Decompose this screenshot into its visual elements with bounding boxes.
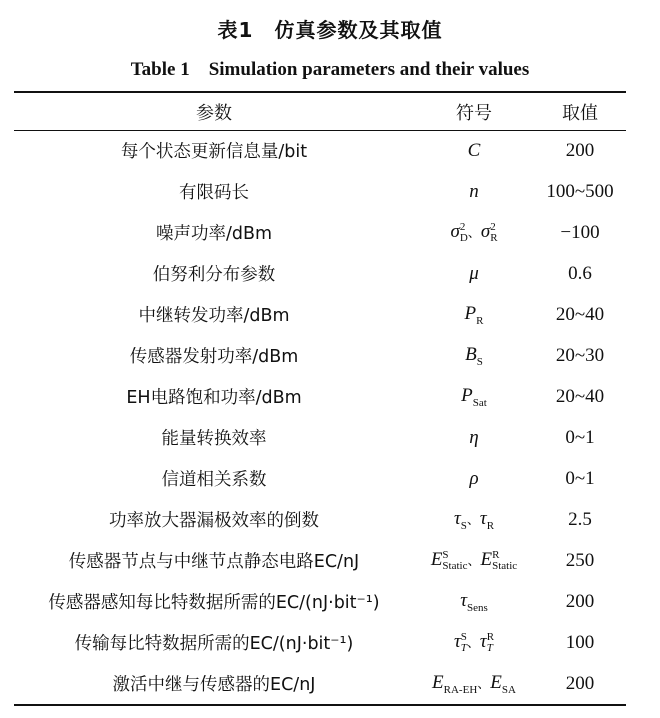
symbol-cell: σ 2 D 、σ 2 R [450, 221, 498, 244]
symbol-cell: E S Static 、E R Static [430, 549, 518, 572]
header-param: 参数 [196, 102, 232, 124]
param-cell: 伯努利分布参数 [152, 265, 276, 285]
table-row [14, 171, 626, 212]
symbol-cell: η [469, 426, 479, 448]
value-cell: 0.6 [568, 262, 592, 284]
symbol-cell: $\tau_S$、$\tau_R$ [453, 507, 495, 532]
caption-chinese: 表1 仿真参数及其取值 [217, 18, 443, 42]
value-cell: 100 [565, 631, 595, 653]
header-symbol: 符号 [456, 102, 492, 124]
param-cell: 传感器感知每比特数据所需的EC/(nJ·bit⁻¹) [48, 593, 380, 613]
table-row [14, 417, 626, 458]
value-cell: 100~500 [546, 180, 614, 202]
table-row [14, 622, 626, 663]
table-row [14, 663, 626, 704]
table-row [14, 540, 626, 581]
symbol-cell: $\tau_{Sens}$ [460, 589, 488, 614]
value-cell: 20~40 [555, 385, 605, 407]
header-value: 取值 [562, 102, 598, 124]
param-cell: 激活中继与传感器的EC/nJ [112, 675, 316, 695]
symbol-cell: $E_{RA-EH}$、$E_{SA}$ [432, 671, 516, 696]
symbol-cell: $P_{Sat}$ [461, 384, 487, 409]
value-cell: 20~40 [555, 303, 605, 325]
table-row [14, 130, 626, 171]
bottom-rule [14, 704, 626, 706]
value-cell: 200 [565, 672, 595, 694]
value-cell: −100 [560, 221, 600, 243]
table-row [14, 294, 626, 335]
param-cell: 传感器节点与中继节点静态电路EC/nJ [68, 552, 360, 572]
symbol-cell: n [469, 180, 479, 202]
symbol-cell: μ [469, 262, 479, 284]
symbol-cell: $B_S$ [465, 343, 483, 368]
value-cell: 20~30 [555, 344, 605, 366]
value-cell: 200 [565, 139, 595, 161]
param-cell: 中继转发功率/dBm [138, 306, 290, 326]
value-cell: 2.5 [568, 508, 592, 530]
param-cell: 传输每比特数据所需的EC/(nJ·bit⁻¹) [74, 634, 354, 654]
param-cell: 传感器发射功率/dBm [129, 347, 299, 367]
value-cell: 0~1 [565, 467, 595, 489]
value-cell: 250 [565, 549, 595, 571]
symbol-cell: $P_R$ [464, 302, 484, 327]
param-cell: 功率放大器漏极效率的倒数 [109, 511, 319, 531]
header-row [14, 93, 626, 130]
caption-english: Table 1 Simulation parameters and their values [130, 59, 530, 80]
value-cell: 0~1 [565, 426, 595, 448]
table-row [14, 458, 626, 499]
table-row [14, 335, 626, 376]
param-cell: 能量转换效率 [161, 429, 267, 449]
table-row [14, 253, 626, 294]
symbol-cell: C [467, 139, 481, 161]
symbol-cell: τ S T 、τ R T [453, 631, 495, 654]
table-row [14, 376, 626, 417]
table-row [14, 581, 626, 622]
symbol-cell: ρ [469, 467, 479, 489]
parameters-table [14, 93, 626, 704]
table-row [14, 212, 626, 253]
param-cell: 噪声功率/dBm [155, 224, 273, 244]
param-cell: 有限码长 [179, 183, 249, 203]
table-row [14, 499, 626, 540]
param-cell: 信道相关系数 [161, 470, 267, 490]
param-cell: 每个状态更新信息量/bit [120, 142, 308, 162]
param-cell: EH电路饱和功率/dBm [126, 388, 302, 408]
value-cell: 200 [565, 590, 595, 612]
